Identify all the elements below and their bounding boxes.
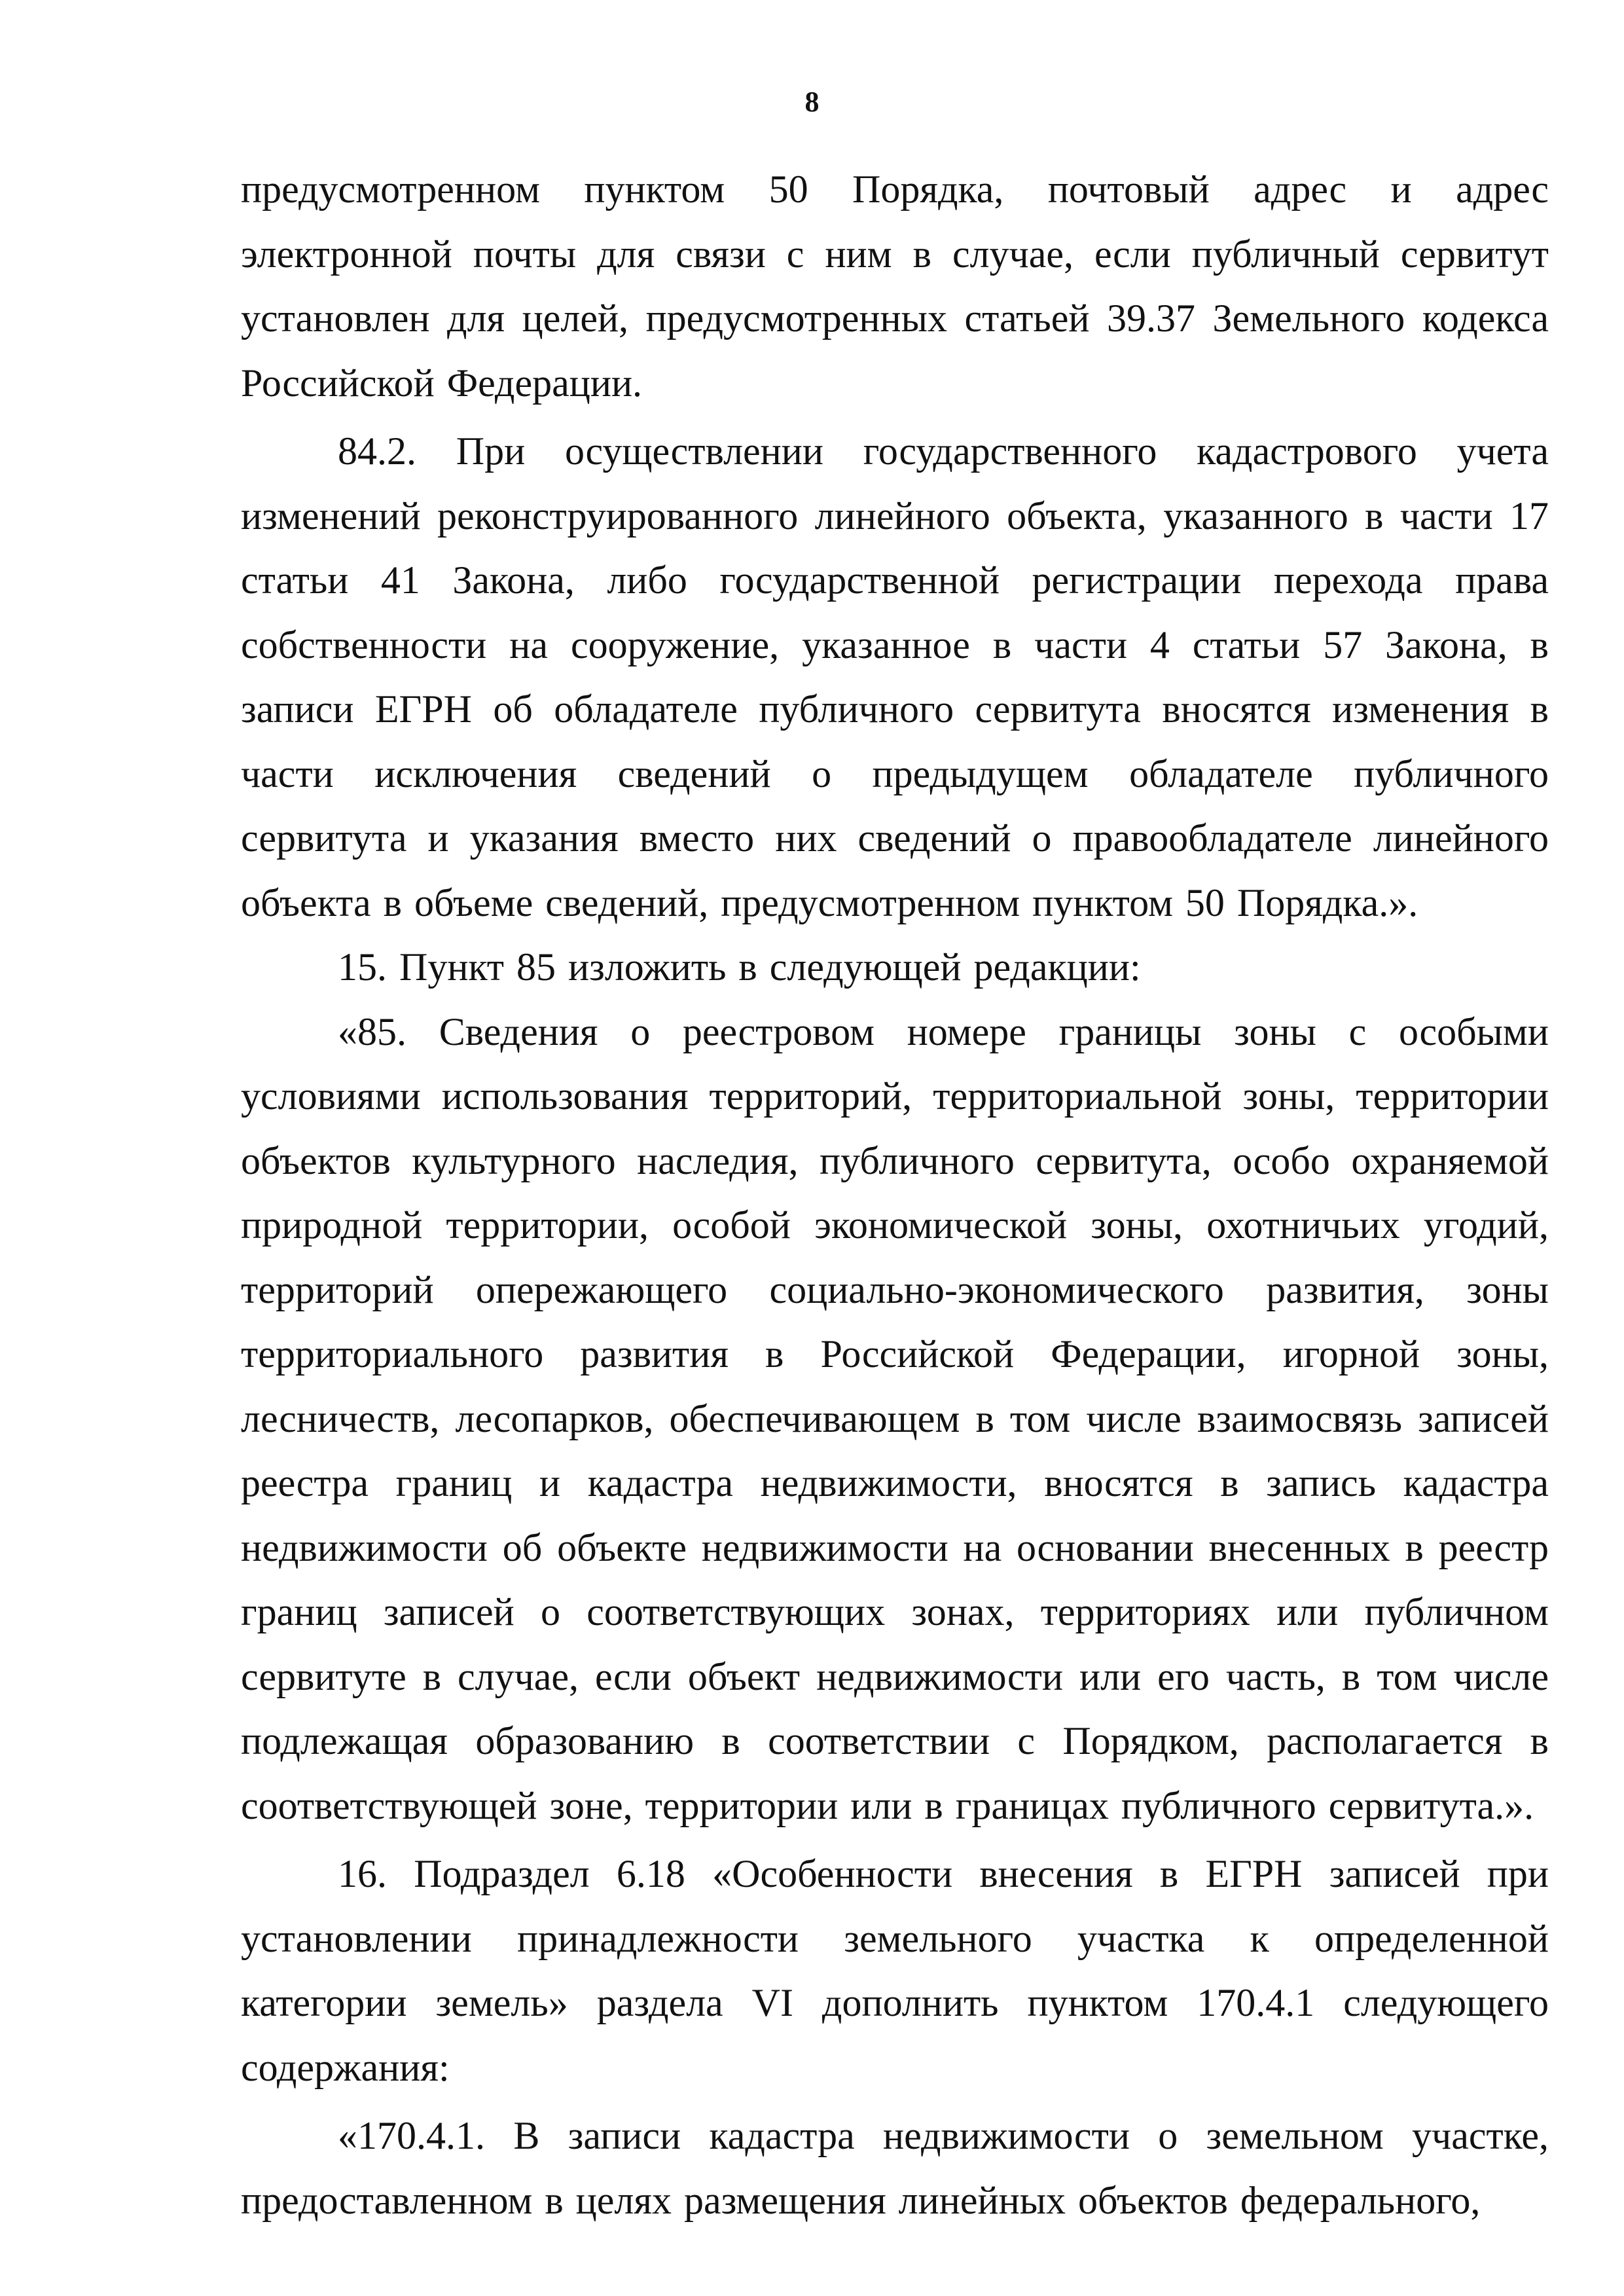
paragraph-item-16: 16. Подраздел 6.18 «Особенности внесения в ЕГРН записей при установлении принадлежности земельного участка к определенной категории земель» раздела VI дополнить пунктом 170.4.1 следующего содержания: xyxy=(241,1852,1549,2089)
page-number: 8 xyxy=(804,86,820,118)
paragraph-item-15: 15. Пункт 85 изложить в следующей редакции: xyxy=(338,945,1141,989)
paragraph-continuation: предусмотренном пунктом 50 Порядка, почтовый адрес и адрес электронной почты для связи с ним в случае, если публичный сервитут установлен для целей, предусмотренных статьей 39.37 Земельного кодекса Российской Федерации. xyxy=(241,168,1549,405)
paragraph-85: «85. Сведения о реестровом номере границы зоны с особыми условиями использования территорий, территориальной зоны, территории объектов культурного наследия, публичного сервитута, особо охраняемой природной территории, особой экономической зоны, охотничьих угодий, территорий опережающего социально-экономического развития, зоны территориального развития в Российской Федерации, игорной зоны, лесничеств, лесопарков, обеспечивающем в том числе взаимосвязь записей реестра границ и кадастра недвижимости, вносятся в запись кадастра недвижимости об объекте недвижимости на основании внесенных в реестр границ записей о соответствующих зонах, территориях или публичном сервитуте в случае, если объект недвижимости или его часть, в том числе подлежащая образованию в соответствии с Порядком, располагается в соответствующей зоне, территории или в границах публичного сервитута.». xyxy=(241,1010,1549,1827)
paragraph-84-2: 84.2. При осуществлении государственного кадастрового учета изменений реконструированного линейного объекта, указанного в части 17 статьи 41 Закона, либо государственной регистрации перехода права собственности на сооружение, указанное в части 4 статьи 57 Закона, в записи ЕГРН об обладателе публичного сервитута вносятся изменения в части исключения сведений о предыдущем обладателе публичного сервитута и указания вместо них сведений о правообладателе линейного объекта в объеме сведений, предусмотренном пунктом 50 Порядка.». xyxy=(241,429,1549,924)
document-body xyxy=(241,157,1549,2232)
paragraph-170-4-1: «170.4.1. В записи кадастра недвижимости о земельном участке, предоставленном в целях размещения линейных объектов федерального, xyxy=(241,2114,1549,2222)
